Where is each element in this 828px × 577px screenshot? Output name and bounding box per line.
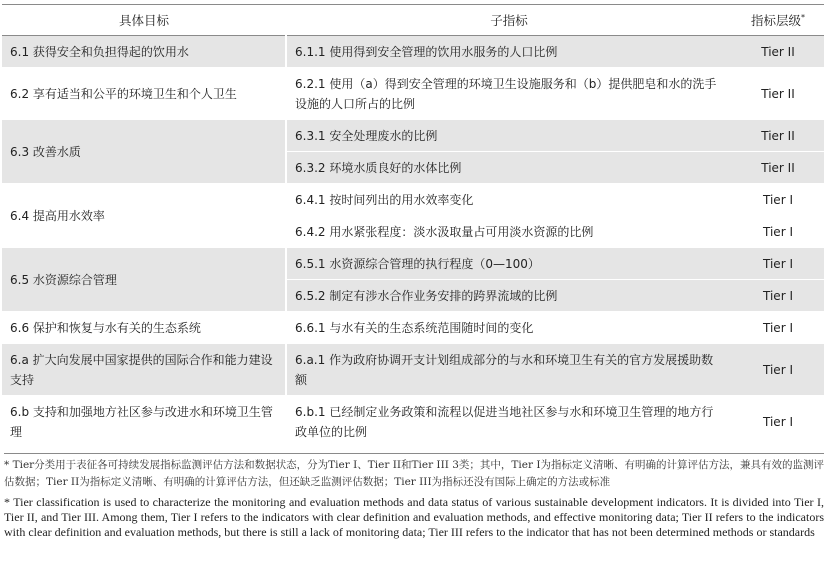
indicator-cell: 6.1.1 使用得到安全管理的饮用水服务的人口比例: [286, 36, 732, 68]
sdg6-indicator-table: [2, 4, 824, 448]
target-cell: 6.1 获得安全和负担得起的饮用水: [2, 36, 286, 68]
target-cell: 6.2 享有适当和公平的环境卫生和个人卫生: [2, 68, 286, 120]
header-indicator: 子指标: [286, 5, 732, 36]
indicator-cell: 6.b.1 已经制定业务政策和流程以促进当地社区参与水和环境卫生管理的地方行政单位的比例: [286, 396, 732, 448]
table-row: [2, 68, 824, 120]
table-row: [2, 396, 824, 448]
table-row: [2, 312, 824, 344]
table-row: [2, 184, 824, 216]
table-row: [2, 120, 824, 152]
indicator-cell: 6.4.2 用水紧张程度：淡水汲取量占可用淡水资源的比例: [286, 216, 732, 248]
header-target: 具体目标: [2, 5, 286, 36]
footnote-english: * Tier classification is used to characterize the monitoring and evaluation methods and data status of various sustainable development indicators. It is divided into Tier I, Tier II, and Tier III. Among them, Tier I refers to the indicators with clear definition and evaluation methods, and effective monitoring data; Tier II refers to the indicators with clear definition and evaluation methods, but there is still a lack of monitoring data; Tier III refers to the indicator that has not been determined methods or standards: [4, 495, 824, 539]
tier-cell: Tier I: [732, 184, 824, 216]
table-row: [2, 36, 824, 68]
indicator-cell: 6.2.1 使用（a）得到安全管理的环境卫生设施服务和（b）提供肥皂和水的洗手设施的人口所占的比例: [286, 68, 732, 120]
tier-cell: Tier II: [732, 36, 824, 68]
tier-cell: Tier I: [732, 216, 824, 248]
table-row: [2, 344, 824, 396]
target-cell: 6.3 改善水质: [2, 120, 286, 184]
indicator-cell: 6.5.1 水资源综合管理的执行程度（0—100）: [286, 248, 732, 280]
target-cell: 6.a 扩大向发展中国家提供的国际合作和能力建设支持: [2, 344, 286, 396]
tier-cell: Tier II: [732, 120, 824, 152]
table-footnotes: [4, 453, 824, 540]
target-cell: 6.5 水资源综合管理: [2, 248, 286, 312]
header-tier: [732, 5, 824, 36]
footnote-chinese: * Tier分类用于表征各可持续发展指标监测评估方法和数据状态，分为Tier I、Tier II和Tier III 3类；其中，Tier I为指标定义清晰、有明确的计算评估方法，兼具有效的监测评估数据；Tier II为指标定义清晰、有明确的计算评估方法，但还缺乏监测评估数据；Tier III为指标还没有国际上确定的方法或标准: [4, 459, 824, 488]
indicator-cell: 6.4.1 按时间列出的用水效率变化: [286, 184, 732, 216]
tier-cell: Tier II: [732, 68, 824, 120]
indicator-cell: 6.6.1 与水有关的生态系统范围随时间的变化: [286, 312, 732, 344]
table-row: [2, 248, 824, 280]
header-tier-footnote-mark: *: [801, 12, 805, 22]
target-cell: 6.6 保护和恢复与水有关的生态系统: [2, 312, 286, 344]
indicator-cell: 6.3.2 环境水质良好的水体比例: [286, 152, 732, 184]
tier-cell: Tier I: [732, 280, 824, 312]
tier-cell: Tier II: [732, 152, 824, 184]
indicator-cell: 6.a.1 作为政府协调开支计划组成部分的与水和环境卫生有关的官方发展援助数额: [286, 344, 732, 396]
tier-cell: Tier I: [732, 396, 824, 448]
indicator-cell: 6.5.2 制定有涉水合作业务安排的跨界流域的比例: [286, 280, 732, 312]
tier-cell: Tier I: [732, 344, 824, 396]
target-cell: 6.b 支持和加强地方社区参与改进水和环境卫生管理: [2, 396, 286, 448]
table-header-row: [2, 5, 824, 36]
indicator-cell: 6.3.1 安全处理废水的比例: [286, 120, 732, 152]
header-tier-label: 指标层级: [750, 13, 801, 28]
target-cell: 6.4 提高用水效率: [2, 184, 286, 248]
tier-cell: Tier I: [732, 248, 824, 280]
tier-cell: Tier I: [732, 312, 824, 344]
